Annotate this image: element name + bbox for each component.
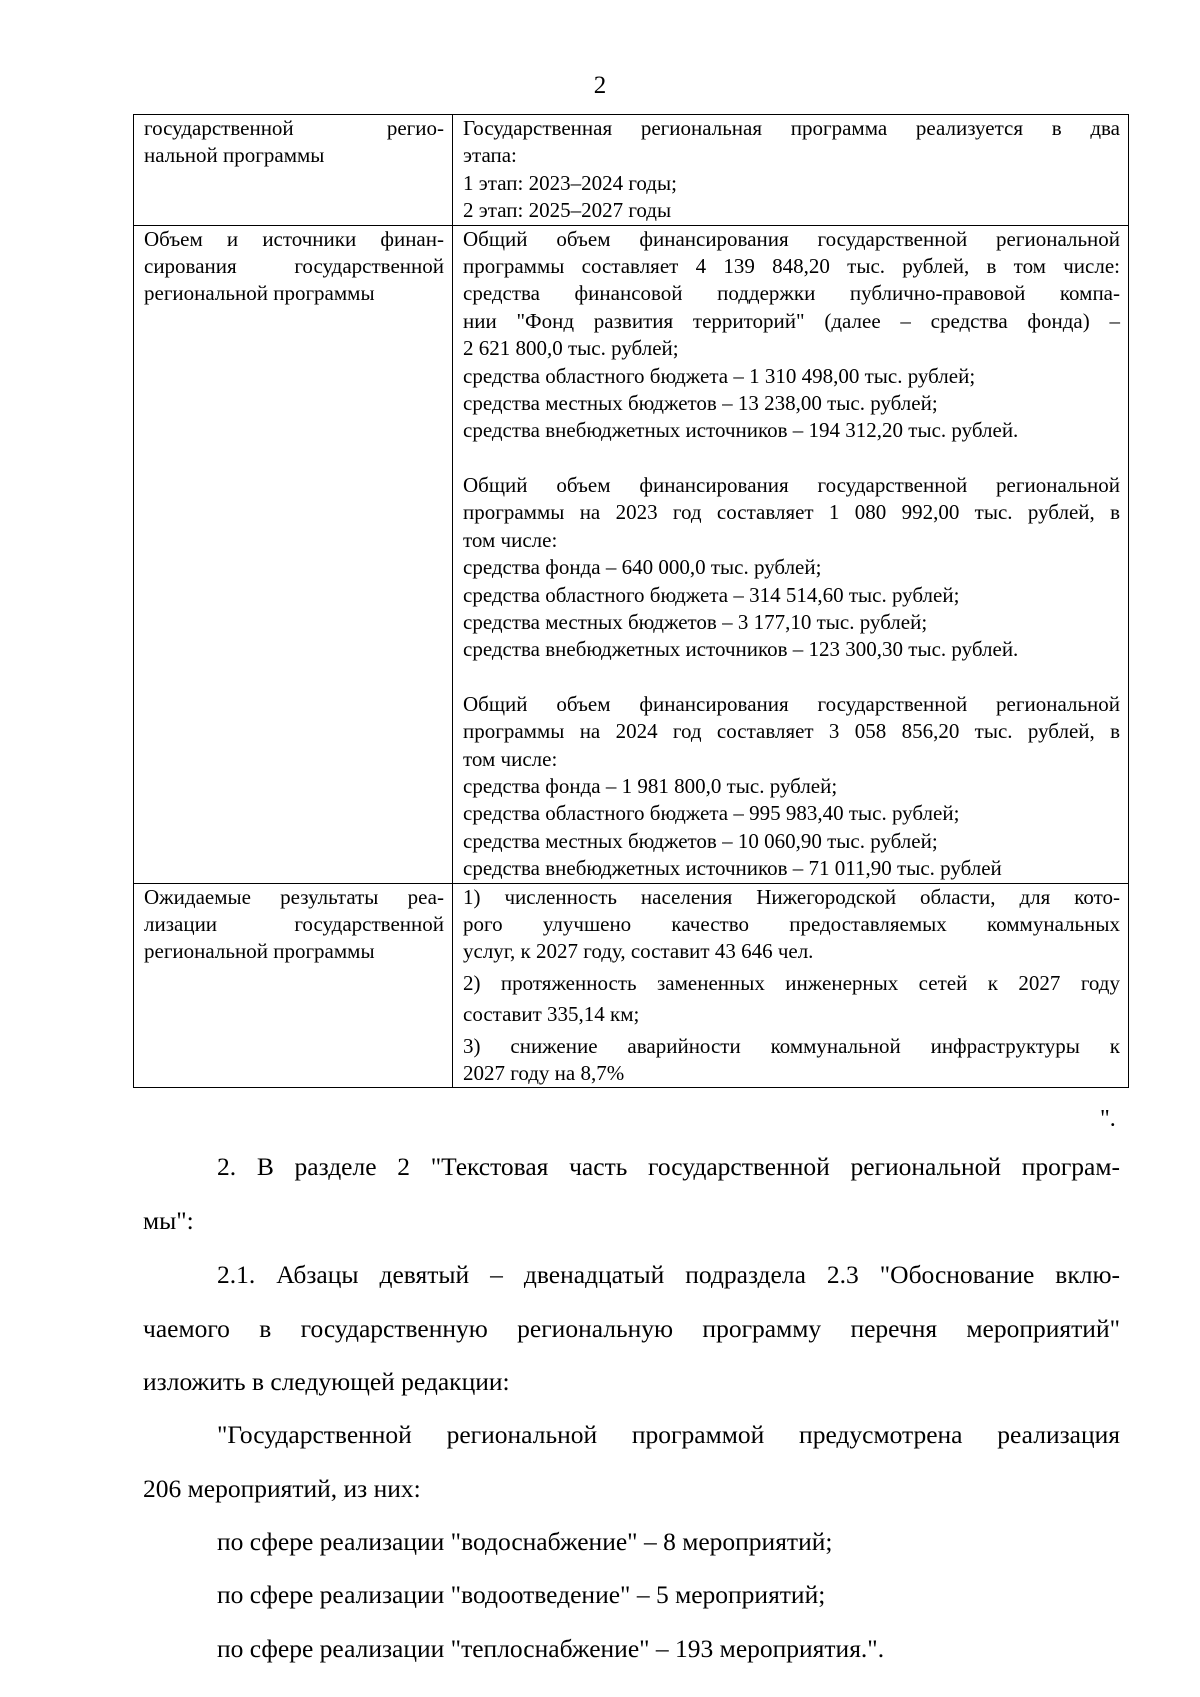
value-line: составит 335,14 км;: [463, 1002, 640, 1027]
value-line: средства местных бюджетов – 3 177,10 тыс. рублей;: [463, 609, 928, 634]
value-line: средства фонда – 1 981 800,0 тыс. рублей;: [463, 773, 838, 798]
value-line: средства фонда – 640 000,0 тыс. рублей;: [463, 555, 822, 580]
label-line: Объем и источники финан-: [144, 226, 444, 251]
value-line: средства внебюджетных источников – 194 312,20 тыс. рублей.: [463, 418, 1019, 443]
value-line: программы на 2024 год составляет 3 058 856,20 тыс. рублей, в: [463, 719, 1120, 744]
value-line: программы составляет 4 139 848,20 тыс. рублей, в том числе:: [463, 254, 1120, 279]
row-value-stages: [453, 115, 1129, 226]
value-line: средства внебюджетных источников – 71 011,90 тыс. рублей: [463, 856, 1002, 881]
label-line: нальной программы: [144, 143, 325, 168]
paragraph-line: "Государственной региональной программой предусмотрена реализация: [217, 1420, 1120, 1449]
paragraph-quote-start: [143, 1408, 1120, 1515]
table-row-stages: [134, 115, 1129, 226]
value-line: Общий объем финансирования государственной региональной: [463, 472, 1120, 497]
value-line: средства областного бюджета – 1 310 498,00 тыс. рублей;: [463, 363, 976, 388]
value-line: средства областного бюджета – 995 983,40 тыс. рублей;: [463, 801, 960, 826]
closing-quote: ".: [1100, 1106, 1116, 1132]
value-line: 2 621 800,0 тыс. рублей;: [463, 336, 679, 361]
value-line: Общий объем финансирования государственной региональной: [463, 226, 1120, 251]
value-line: 1 этап: 2023–2024 годы;: [463, 170, 677, 195]
program-passport-table: [133, 114, 1129, 1088]
paragraph-subsection-2-1: [143, 1248, 1120, 1409]
paragraph-water-disposal: [143, 1568, 1120, 1622]
value-line: Государственная региональная программа реализуется в два: [463, 116, 1120, 140]
value-line: том числе:: [463, 746, 558, 771]
paragraph-line: изложить в следующей редакции:: [143, 1367, 510, 1396]
label-line: Ожидаемые результаты реа-: [144, 884, 444, 909]
value-line: средства местных бюджетов – 10 060,90 тыс. рублей;: [463, 828, 938, 853]
row-label-results: [134, 883, 453, 1088]
table-row-financing: [134, 225, 1129, 883]
value-line: 2) протяженность замененных инженерных сетей к 2027 году: [463, 970, 1120, 995]
row-value-financing: [453, 225, 1129, 883]
label-line: региональной программы: [144, 939, 375, 964]
row-value-results: [453, 883, 1129, 1088]
value-line: услуг, к 2027 году, составит 43 646 чел.: [463, 939, 814, 964]
value-line: средства внебюджетных источников – 123 300,30 тыс. рублей.: [463, 637, 1019, 662]
paragraph-line: 2. В разделе 2 "Текстовая часть государственной региональной програм-: [217, 1152, 1120, 1181]
page-number: 2: [593, 72, 607, 99]
value-line: средства финансовой поддержки публично-правовой компа-: [463, 281, 1120, 306]
row-label-financing: [134, 225, 453, 883]
paragraph-line: 206 мероприятий, из них:: [143, 1473, 421, 1503]
paragraph-water-supply: [143, 1515, 1120, 1569]
paragraph-line: по сфере реализации "водоотведение" – 5 мероприятий;: [217, 1580, 826, 1609]
value-line: средства областного бюджета – 314 514,60 тыс. рублей;: [463, 582, 960, 607]
row-label-stages: [134, 115, 453, 226]
value-line: средства местных бюджетов – 13 238,00 тыс. рублей;: [463, 391, 938, 416]
label-line: государственной регио-: [144, 116, 444, 140]
label-line: лизации государственной: [144, 911, 444, 936]
value-line: том числе:: [463, 527, 558, 552]
label-line: сирования государственной: [144, 254, 444, 279]
paragraph-line: 2.1. Абзацы девятый – двенадцатый подраздела 2.3 "Обоснование вклю-: [217, 1260, 1120, 1289]
value-line: Общий объем финансирования государственной региональной: [463, 691, 1120, 716]
paragraph-line: мы":: [143, 1205, 194, 1235]
value-line: 2027 году на 8,7%: [463, 1061, 625, 1085]
paragraph-section-2: [143, 1140, 1120, 1247]
paragraph-line: по сфере реализации "теплоснабжение" – 193 мероприятия.".: [217, 1634, 885, 1663]
value-line: рого улучшено качество предоставляемых коммунальных: [463, 911, 1120, 936]
value-line: программы на 2023 год составляет 1 080 992,00 тыс. рублей, в: [463, 500, 1120, 525]
value-line: 2 этап: 2025–2027 годы: [463, 198, 672, 223]
value-line: 1) численность населения Нижегородской области, для кото-: [463, 884, 1120, 909]
paragraph-line: по сфере реализации "водоснабжение" – 8 мероприятий;: [217, 1527, 833, 1556]
paragraph-heat-supply: [143, 1622, 1120, 1676]
table-row-results: [134, 883, 1129, 1088]
value-line: 3) снижение аварийности коммунальной инфраструктуры к: [463, 1033, 1120, 1058]
label-line: региональной программы: [144, 281, 375, 306]
paragraph-line: чаемого в государственную региональную программу перечня мероприятий": [143, 1313, 1120, 1343]
value-line: нии "Фонд развития территорий" (далее – средства фонда) –: [463, 308, 1120, 333]
value-line: этапа:: [463, 143, 517, 168]
